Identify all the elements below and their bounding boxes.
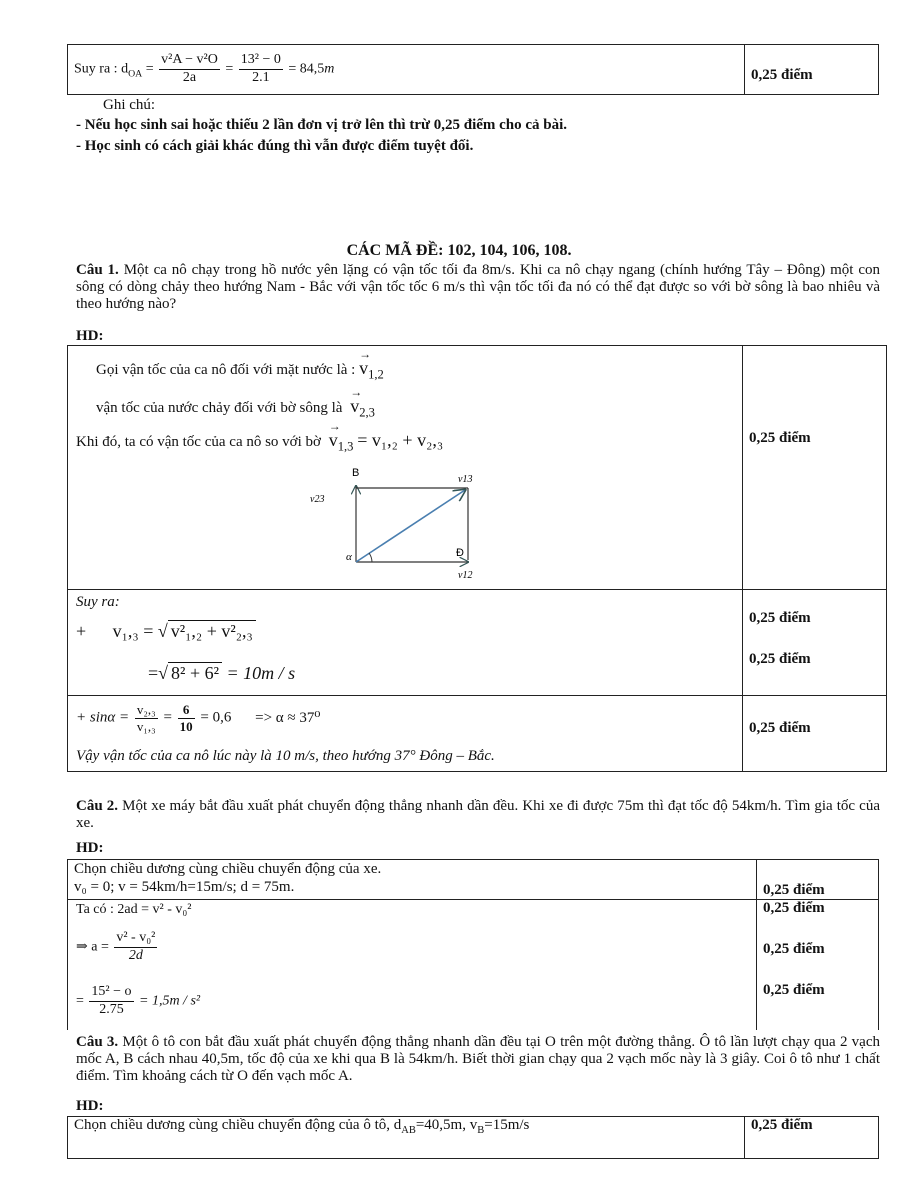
label-v13: v13 xyxy=(458,474,473,485)
q2-r2-line2: ⇒ a = $\frac{\text{v² - v₀²}}{2d}$ xyxy=(76,930,156,963)
q2-row2-content xyxy=(68,900,757,1031)
q2-solution-table xyxy=(67,859,879,1030)
q3-text xyxy=(76,1034,880,1085)
q1-r1-line2-wrap xyxy=(96,396,375,420)
q1-row1-content xyxy=(68,346,743,590)
alpha-arc xyxy=(369,553,372,562)
q1-v23-vector: → $v_{2,3}$ xyxy=(350,396,375,416)
top-prefix: Suy ra : xyxy=(74,61,118,77)
q3-body: Một ô tô con bắt đầu xuất phát chuyển động thẳng nhanh dần đều tại O trên một đường thẳng. Ô tô lần lượt chạy qua 2 vạch mốc A, B cách nhau 40,5m, tốc độ của xe khi qua B là 54km/h. Biết thời gian chạy qua 2 vạch mốc này là 3 giây. Coi ô tô như 1 chất điểm. Tìm khoảng cách từ O đến vạch mốc A. xyxy=(76,1034,880,1084)
q1-r2-line1: + v₁,₃ = √ v²₁,₂ + v²₂,₃ xyxy=(76,620,256,642)
q1-r3-line1: + sinα = $\frac{\text{v₂,₃}}{\text{v₁,₃}}$ = $\frac{6}{10}$ = 0,6 => α ≈ 37⁰ xyxy=(76,702,321,734)
q1-r1-eq: = v₁,₂ + v₂,₃ xyxy=(357,430,444,450)
q1-row3-content xyxy=(68,696,743,772)
q1-r2-line2: =√ 8² + 6² = 10m / s xyxy=(148,663,296,683)
q1-r1-score: 0,25 điểm xyxy=(743,346,887,590)
codes-heading: CÁC MÃ ĐỀ: 102, 104, 106, 108. xyxy=(346,242,572,259)
q1-v12-vector: → $v_{1,2}$ xyxy=(359,358,384,378)
q1-label: Câu 1. xyxy=(76,262,119,278)
q1-r1-line2: vận tốc của nước chảy đối với bờ sông là xyxy=(96,400,343,416)
q1-row2-content xyxy=(68,590,743,696)
top-fraction-2: $\frac{\text{13² − 0}}{2.1}$ xyxy=(240,52,281,85)
q2-hd: HD: xyxy=(76,840,104,856)
q3-r1-text: Chọn chiều dương cùng chiều chuyển động của ô tô, d xyxy=(74,1117,402,1133)
q1-v13-vector: → $v_{1,3}$ xyxy=(329,430,354,450)
q3-solution-table xyxy=(67,1116,879,1159)
q2-row1-content xyxy=(68,860,757,900)
top-formula-cell: Suy ra : $d_{OA}$ = $\frac{\text{v²A − v²O}}{2a}$ = $\frac{\text{13² − 0}}{2.1}$ = 84,5m xyxy=(68,45,745,95)
q2-r2-score-3: 0,25 điểm xyxy=(763,982,825,998)
top-unit: m xyxy=(324,61,335,77)
q2-r2-line3: = $\frac{\text{15² − o}}{2.75}$ = 1,5m / s² xyxy=(76,984,201,1017)
q1-r2-score-cell xyxy=(743,590,887,696)
top-result: = 84,5 xyxy=(288,61,325,77)
label-B: B xyxy=(352,467,360,479)
label-v12: v12 xyxy=(458,570,473,581)
label-alpha: α xyxy=(346,551,352,563)
q1-r3-conclusion: Vậy vận tốc của ca nô lúc này là 10 m/s, theo hướng 37° Đông – Bắc. xyxy=(76,748,495,764)
label-D: Đ xyxy=(456,547,464,559)
top-solution-table xyxy=(67,44,879,95)
top-lhs-sub: OA xyxy=(128,68,143,80)
top-lhs: d xyxy=(121,61,129,77)
q2-r1-line2: v₀ = 0; v = 54km/h=15m/s; d = 75m. xyxy=(74,879,295,895)
notes-title: Ghi chú: xyxy=(103,97,156,113)
q1-body: Một ca nô chạy trong hồ nước yên lặng có vận tốc tối đa 8m/s. Khi ca nô chạy ngang (chính hướng Tây – Đông) một con sông có dòng chảy theo hướng Nam - Bắc với vận tốc tốc 6 m/s thì vận tốc tối đa nó có thể đạt được so với bờ sông là bao nhiêu và theo hướng nào? xyxy=(76,262,880,312)
q2-r2-score-2: 0,25 điểm xyxy=(763,941,825,957)
q2-r1-line1: Chọn chiều dương cùng chiều chuyển động của xe. xyxy=(74,861,382,877)
q1-r2-score-2: 0,25 điểm xyxy=(749,651,811,667)
q3-row1-content: Chọn chiều dương cùng chiều chuyển động của ô tô, $d_{AB}=40,5m$, $v_B=15m/s$ xyxy=(68,1117,745,1159)
q1-hd: HD: xyxy=(76,328,104,344)
notes-line-1: - Nếu học sinh sai hoặc thiếu 2 lần đơn vị trở lên thì trừ 0,25 điểm cho cả bài. xyxy=(76,117,568,133)
q1-r2-score-1: 0,25 điểm xyxy=(749,610,811,626)
q1-r3-score: 0,25 điểm xyxy=(743,696,887,772)
q3-hd: HD: xyxy=(76,1098,104,1114)
q1-r2-radical: v²₁,₂ + v²₂,₃ xyxy=(168,620,256,642)
q2-body: Một xe máy bắt đầu xuất phát chuyển động thẳng nhanh dần đều. Khi xe đi được 75m thì đạt tốc độ 54km/h. Tìm gia tốc của xe. xyxy=(76,798,880,831)
q3-r1-score: 0,25 điểm xyxy=(745,1117,879,1159)
q1-r1-line3-wrap xyxy=(76,430,444,454)
notes-line-2: - Học sinh có cách giải khác đúng thì vẫn được điểm tuyệt đối. xyxy=(76,138,474,154)
q1-r2-intro: Suy ra: xyxy=(76,594,120,610)
q3-label: Câu 3. xyxy=(76,1034,119,1050)
q1-text xyxy=(76,262,880,313)
top-score: 0,25 điểm xyxy=(745,45,879,95)
q2-r2-line1: Ta có : 2ad = v² - v₀² xyxy=(76,902,192,917)
q2-r2-score-1: 0,25 điểm xyxy=(763,900,825,916)
q2-text xyxy=(76,798,880,832)
velocity-diagram xyxy=(308,464,488,582)
q1-r1-line3: Khi đó, ta có vận tốc của ca nô so với bờ xyxy=(76,434,321,450)
label-v23: v23 xyxy=(310,494,325,505)
q1-solution-table xyxy=(67,345,887,772)
v13-arrow xyxy=(356,490,465,562)
q1-r1-line1: Gọi vận tốc của ca nô đối với mặt nước là : xyxy=(96,362,356,378)
q2-r1-score: 0,25 điểm xyxy=(757,860,879,900)
q2-r2-score-cell xyxy=(757,900,879,1031)
q1-r1-line1-wrap xyxy=(96,358,384,382)
q2-label: Câu 2. xyxy=(76,798,119,814)
top-fraction-1: $\frac{\text{v²A − v²O}}{2a}$ xyxy=(161,52,218,85)
